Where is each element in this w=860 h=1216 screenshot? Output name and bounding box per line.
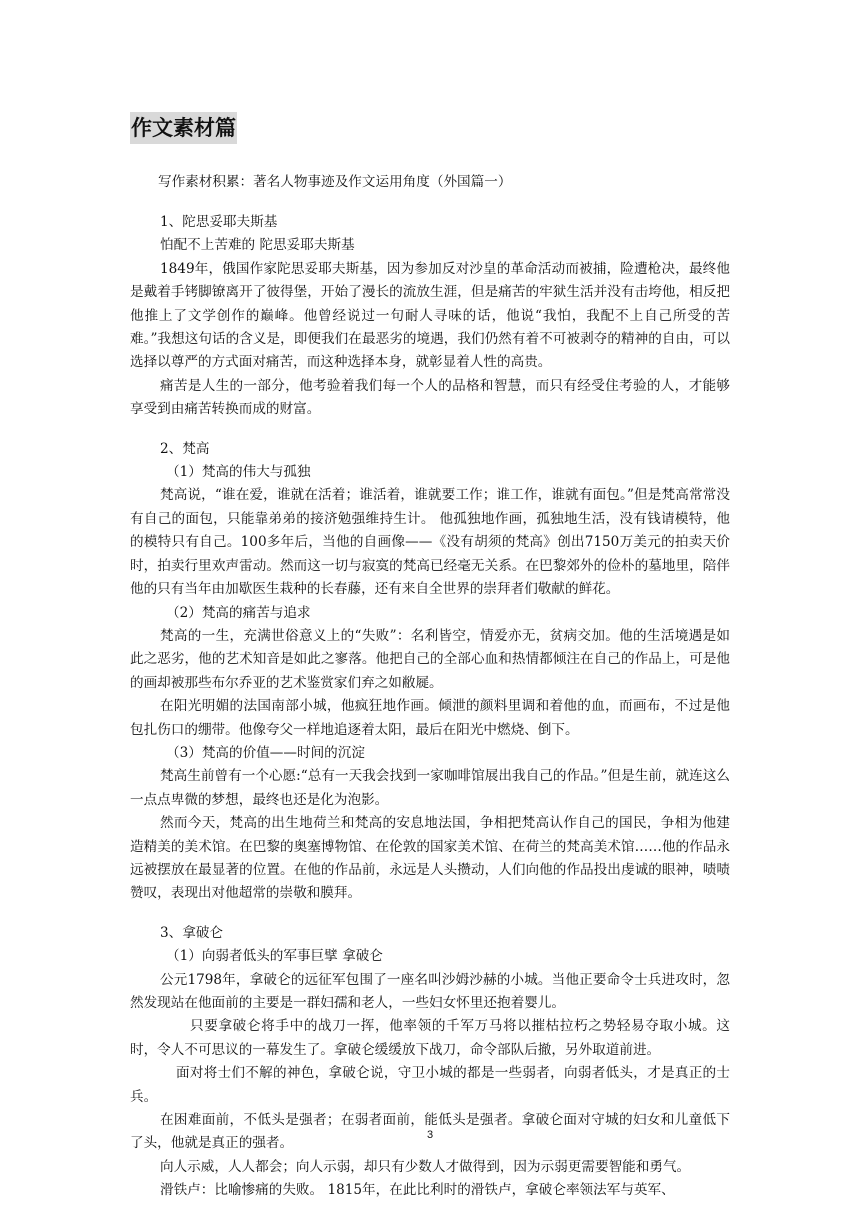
document-subtitle: 写作素材积累：著名人物事迹及作文运用角度（外国篇一） [158,174,512,190]
paragraph: 只要拿破仑将手中的战刀一挥，他率领的千军万马将以摧枯拉朽之势轻易夺取小城。这时，令人不可思议的一幕发生了。拿破仑缓缓放下战刀，命令部队后撤，另外取道前进。 [130,1018,730,1058]
subsection-title: （3）梵高的价值——时间的沉淀 [166,744,365,761]
paragraph: 向人示威，人人都会；向人示弱，却只有少数人才做得到，因为示弱更需要智能和勇气。 [160,1158,691,1175]
page-number: 3 [426,1129,434,1141]
paragraph: 梵高的一生，充满世俗意义上的“失败”：名利皆空，情爱亦无，贫病交加。他的生活境遇是如此之恶劣，他的艺术知音是如此之寥落。他把自己的全部心血和热情都倾注在自己的作品上，可是他的画却被那些布尔乔亚的艺术鉴赏家们弃之如敝屣。 [130,627,730,691]
section-title: 2、梵高 [160,440,210,457]
paragraph: 在阳光明媚的法国南部小城，他疯狂地作画。倾泄的颜料里调和着他的血，而画布，不过是他包扎伤口的绷带。他像夸父一样地追逐着太阳，最后在阳光中燃烧、倒下。 [130,698,730,738]
paragraph: 然而今天，梵高的出生地荷兰和梵高的安息地法国，争相把梵高认作自己的国民，争相为他建造精美的美术馆。在巴黎的奥塞博物馆、在伦敦的国家美术馆、在荷兰的梵高美术馆……他的作品永远被摆放在最显著的位置。在他的作品前，永远是人头攒动，人们向他的作品投出虔诚的眼神，啧啧赞叹，表现出对他超常的崇敬和膜拜。 [130,815,730,902]
page-heading: 作文素材篇 [130,112,237,144]
section-title: 3、拿破仑 [160,924,224,941]
paragraph: 在困难面前，不低头是强者；在弱者面前，能低头是强者。拿破仑面对守城的妇女和儿童低下了头，他就是真正的强者。 [130,1112,730,1152]
paragraph: 1849年，俄国作家陀思妥耶夫斯基，因为参加反对沙皇的革命活动而被捕，险遭枪决，最终他是戴着手铐脚镣离开了彼得堡，开始了漫长的流放生涯，但是痛苦的牢狱生活并没有击垮他，相反把他推上了文学创作的巅峰。他曾经说过一句耐人寻味的话，他说“我怕，我配不上自己所受的苦难。”我想这句话的含义是，即便我们在最恶劣的境遇，我们仍然有着不可被剥夺的精神的自由，可以选择以尊严的方式面对痛苦，而这种选择本身，就彰显着人性的高贵。 [130,260,730,371]
paragraph: 梵高生前曾有一个心愿:“总有一天我会找到一家咖啡馆展出我自己的作品。”但是生前，就连这么一点点卑微的梦想，最终也还是化为泡影。 [130,768,730,808]
paragraph: 痛苦是人生的一部分，他考验着我们每一个人的品格和智慧，而只有经受住考验的人，才能够享受到由痛苦转换而成的财富。 [130,377,730,418]
section [130,211,730,422]
paragraph: 滑铁卢：比喻惨痛的失败。 1815年，在此比利时的滑铁卢，拿破仑率领法军与英军、 [160,1182,675,1199]
section-title: 1、陀思妥耶夫斯基 [160,214,278,230]
paragraph: 梵高说，“谁在爱，谁就在活着；谁活着，谁就要工作；谁工作，谁就有面包。”但是梵高常常没有自己的面包，只能靠弟弟的接济勉强维持生计。 他孤独地作画，孤独地生活，没有钱请模特，他的模特只有自己。100多年后，当他的自画像——《没有胡须的梵高》创出7150万美元的拍卖天价时，拍卖行里欢声雷动。然而这一切与寂寞的梵高已经毫无关系。在巴黎郊外的俭朴的墓地里，陪伴他的只有当年由加歇医生栽种的长春藤，还有来自全世界的崇拜者们敬献的鲜花。 [130,487,730,598]
paragraph: 公元1798年，拿破仑的远征军包围了一座名叫沙姆沙赫的小城。当他正要命令士兵进攻时，忽然发现站在他面前的主要是一群妇孺和老人，一些妇女怀里还抱着婴儿。 [130,971,730,1011]
subsection-title: 怕配不上苦难的 陀思妥耶夫斯基 [160,237,355,254]
section [130,922,730,1203]
paragraph: 面对将士们不解的神色，拿破仑说，守卫小城的都是一些弱者，向弱者低头，才是真正的士兵。 [130,1065,730,1105]
document-body [130,211,730,1203]
subsection-title: （1）向弱者低头的军事巨擘 拿破仑 [166,948,383,965]
subsection-title: （2）梵高的痛苦与追求 [166,604,311,621]
section [130,438,730,906]
subsection-title: （1）梵高的伟大与孤独 [166,464,311,481]
